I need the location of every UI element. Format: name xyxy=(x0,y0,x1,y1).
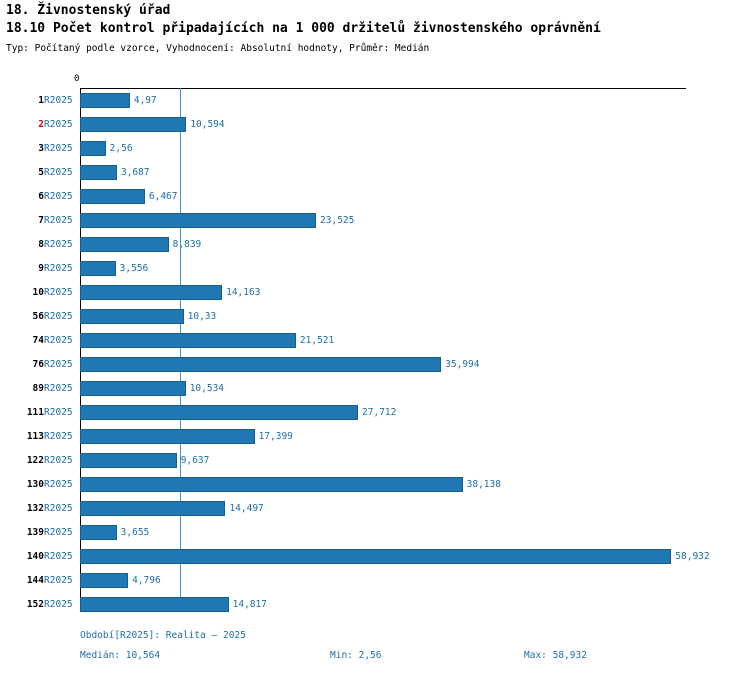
bar-row xyxy=(0,113,750,137)
row-index: 1 xyxy=(38,95,44,106)
row-index: 3 xyxy=(38,143,44,154)
bar-value-label: 8,839 xyxy=(172,239,202,250)
row-series-label: R2025 xyxy=(44,215,73,226)
bar-value-label: 3,655 xyxy=(120,527,150,538)
row-series-label: R2025 xyxy=(44,503,73,514)
row-series-label: R2025 xyxy=(44,239,73,250)
footer-median: Medián: 10,564 xyxy=(80,650,161,661)
bar-value-label: 2,56 xyxy=(109,143,133,154)
bar-row xyxy=(0,161,750,185)
row-index: 6 xyxy=(38,191,44,202)
row-series-label: R2025 xyxy=(44,407,73,418)
bar-row xyxy=(0,137,750,161)
row-index: 5 xyxy=(38,167,44,178)
row-index: 152 xyxy=(26,599,44,610)
bar-row xyxy=(0,497,750,521)
bar-value-label: 38,138 xyxy=(466,479,501,490)
bar-row xyxy=(0,521,750,545)
bar-row xyxy=(0,401,750,425)
chart-plot-area xyxy=(0,60,750,625)
row-series-label: R2025 xyxy=(44,119,73,130)
bar xyxy=(80,213,316,228)
bar-row xyxy=(0,305,750,329)
row-index: 113 xyxy=(26,431,44,442)
bar-value-label: 14,817 xyxy=(232,599,267,610)
bar xyxy=(80,357,441,372)
bar-value-label: 4,97 xyxy=(133,95,157,106)
row-index: 8 xyxy=(38,239,44,250)
chart-title: 18.10 Počet kontrol připadajících na 1 000 držitelů živnostenského oprávnění xyxy=(6,21,601,36)
bar-value-label: 4,796 xyxy=(132,575,161,586)
footer-period: Období[R2025]: Realita – 2025 xyxy=(80,630,246,641)
bar xyxy=(80,405,358,420)
row-index: 144 xyxy=(26,575,44,586)
row-series-label: R2025 xyxy=(44,335,73,346)
bar-rows xyxy=(0,89,750,617)
bar-row xyxy=(0,377,750,401)
row-series-label: R2025 xyxy=(44,359,73,370)
row-index: 140 xyxy=(26,551,44,562)
row-index: 9 xyxy=(38,263,44,274)
row-series-label: R2025 xyxy=(44,479,73,490)
row-index: 76 xyxy=(32,359,44,370)
bar xyxy=(80,285,222,300)
bar-value-label: 9,637 xyxy=(180,455,210,466)
row-index: 132 xyxy=(26,503,44,514)
bar xyxy=(80,309,184,324)
bar-row xyxy=(0,209,750,233)
bar xyxy=(80,597,229,612)
row-index: 139 xyxy=(26,527,44,538)
row-index: 7 xyxy=(38,215,44,226)
row-series-label: R2025 xyxy=(44,599,73,610)
bar xyxy=(80,93,130,108)
row-index: 111 xyxy=(26,407,44,418)
bar xyxy=(80,477,463,492)
bar-row xyxy=(0,569,750,593)
row-series-label: R2025 xyxy=(44,431,73,442)
bar-value-label: 14,163 xyxy=(226,287,261,298)
footer-min: Min: 2,56 xyxy=(330,650,382,661)
bar-value-label: 23,525 xyxy=(320,215,355,226)
bar-value-label: 17,399 xyxy=(258,431,293,442)
row-series-label: R2025 xyxy=(44,455,73,466)
bar-value-label: 6,467 xyxy=(148,191,178,202)
bar-row xyxy=(0,545,750,569)
row-index: 10 xyxy=(32,287,44,298)
bar-value-label: 3,556 xyxy=(119,263,149,274)
bar xyxy=(80,141,106,156)
row-index: 130 xyxy=(26,479,44,490)
bar-row xyxy=(0,89,750,113)
row-series-label: R2025 xyxy=(44,383,73,394)
row-series-label: R2025 xyxy=(44,167,73,178)
bar xyxy=(80,237,169,252)
bar-row xyxy=(0,425,750,449)
bar-value-label: 27,712 xyxy=(362,407,397,418)
bar xyxy=(80,117,186,132)
bar-row xyxy=(0,257,750,281)
bar xyxy=(80,333,296,348)
bar-row xyxy=(0,233,750,257)
bar xyxy=(80,381,186,396)
row-index: 89 xyxy=(32,383,44,394)
row-series-label: R2025 xyxy=(44,287,73,298)
axis-origin-label: 0 xyxy=(74,74,80,84)
bar-row xyxy=(0,281,750,305)
row-series-label: R2025 xyxy=(44,551,73,562)
bar-value-label: 35,994 xyxy=(445,359,480,370)
row-index: 74 xyxy=(32,335,44,346)
row-series-label: R2025 xyxy=(44,527,73,538)
bar-row xyxy=(0,329,750,353)
row-index: 56 xyxy=(32,311,44,322)
bar xyxy=(80,549,671,564)
bar-row xyxy=(0,593,750,617)
bar-value-label: 58,932 xyxy=(675,551,710,562)
bar-row xyxy=(0,449,750,473)
footer-max: Max: 58,932 xyxy=(524,650,587,661)
row-series-label: R2025 xyxy=(44,95,73,106)
bar-value-label: 10,594 xyxy=(190,119,225,130)
row-series-label: R2025 xyxy=(44,191,73,202)
row-index: 2 xyxy=(38,119,44,130)
bar-value-label: 10,534 xyxy=(189,383,225,394)
bar-value-label: 10,33 xyxy=(187,311,217,322)
row-series-label: R2025 xyxy=(44,263,73,274)
page-title: 18. Živnostenský úřad xyxy=(6,3,171,18)
bar xyxy=(80,189,145,204)
chart-subtitle: Typ: Počítaný podle vzorce, Vyhodnocení: Absolutní hodnoty, Průměr: Medián xyxy=(6,43,430,54)
bar-value-label: 14,497 xyxy=(229,503,264,514)
bar xyxy=(80,453,177,468)
bar-row xyxy=(0,185,750,209)
row-series-label: R2025 xyxy=(44,575,73,586)
row-series-label: R2025 xyxy=(44,143,73,154)
bar xyxy=(80,573,128,588)
bar-value-label: 21,521 xyxy=(299,335,335,346)
row-index: 122 xyxy=(26,455,44,466)
bar xyxy=(80,165,117,180)
bar xyxy=(80,261,116,276)
row-series-label: R2025 xyxy=(44,311,73,322)
bar-value-label: 3,687 xyxy=(120,167,150,178)
bar xyxy=(80,501,225,516)
bar xyxy=(80,429,255,444)
bar-row xyxy=(0,353,750,377)
bar-row xyxy=(0,473,750,497)
bar xyxy=(80,525,117,540)
